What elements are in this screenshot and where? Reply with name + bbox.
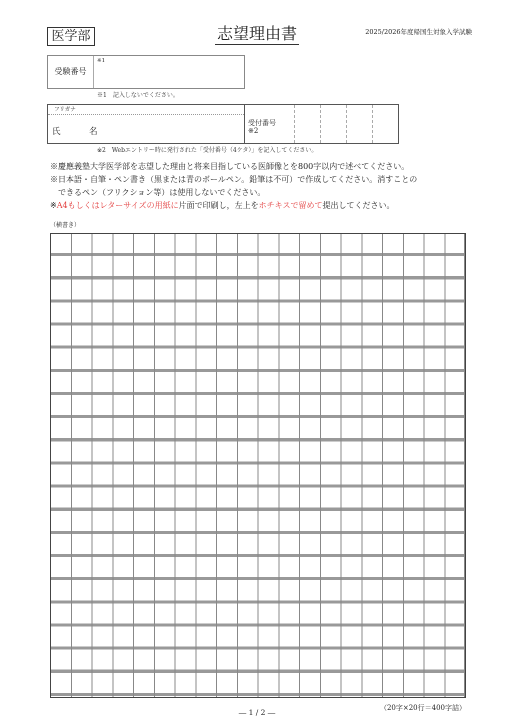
digit-divider: [294, 105, 295, 143]
footnote-1: ※1 記入しないでください。: [97, 92, 179, 99]
name-box[interactable]: [47, 104, 399, 144]
department-label: 医学部: [47, 27, 95, 46]
footnote-2: ※2 Webエントリー時に発行された「受付番号（4ケタ）」を記入してください。: [97, 147, 318, 154]
exam-number-note: ※1: [97, 58, 106, 64]
page-title: 志望理由書: [216, 24, 297, 43]
instruction-3: できるペン（フリクション等）は使用しないでください。: [50, 188, 266, 197]
instruction-1: ※慶應義塾大学医学部を志望した理由と将来目指している医師像とを800字以内で述べてください。: [50, 162, 410, 171]
exam-number-label: 受験番号: [48, 56, 94, 88]
digit-divider: [372, 105, 373, 143]
yokogaki-label: （横書き）: [50, 222, 81, 229]
writing-grid[interactable]: [50, 233, 466, 698]
digit-divider: [320, 105, 321, 143]
exam-name: 2025/2026年度帰国生対象入学試験: [365, 28, 472, 36]
page-number: ― 1 / 2 ―: [238, 708, 276, 717]
reception-number-label: 受付番号 ※2: [248, 119, 276, 135]
grid-count-label: （20字×20行＝400字詰）: [379, 704, 466, 712]
exam-number-box[interactable]: [47, 55, 245, 89]
digit-divider: [346, 105, 347, 143]
divider: [244, 105, 245, 143]
name-label: 氏 名: [52, 127, 108, 137]
furigana-label: フリガナ: [54, 107, 76, 113]
furigana-row[interactable]: [48, 105, 244, 115]
instruction-4: ※A4もしくはレターサイズの用紙に片面で印刷し，左上をホチキスで留めて提出してください。: [50, 201, 395, 210]
instruction-2: ※日本語・自筆・ペン書き（黒または青のボールペン。鉛筆は不可）で作成してください。消すことの: [50, 175, 418, 184]
